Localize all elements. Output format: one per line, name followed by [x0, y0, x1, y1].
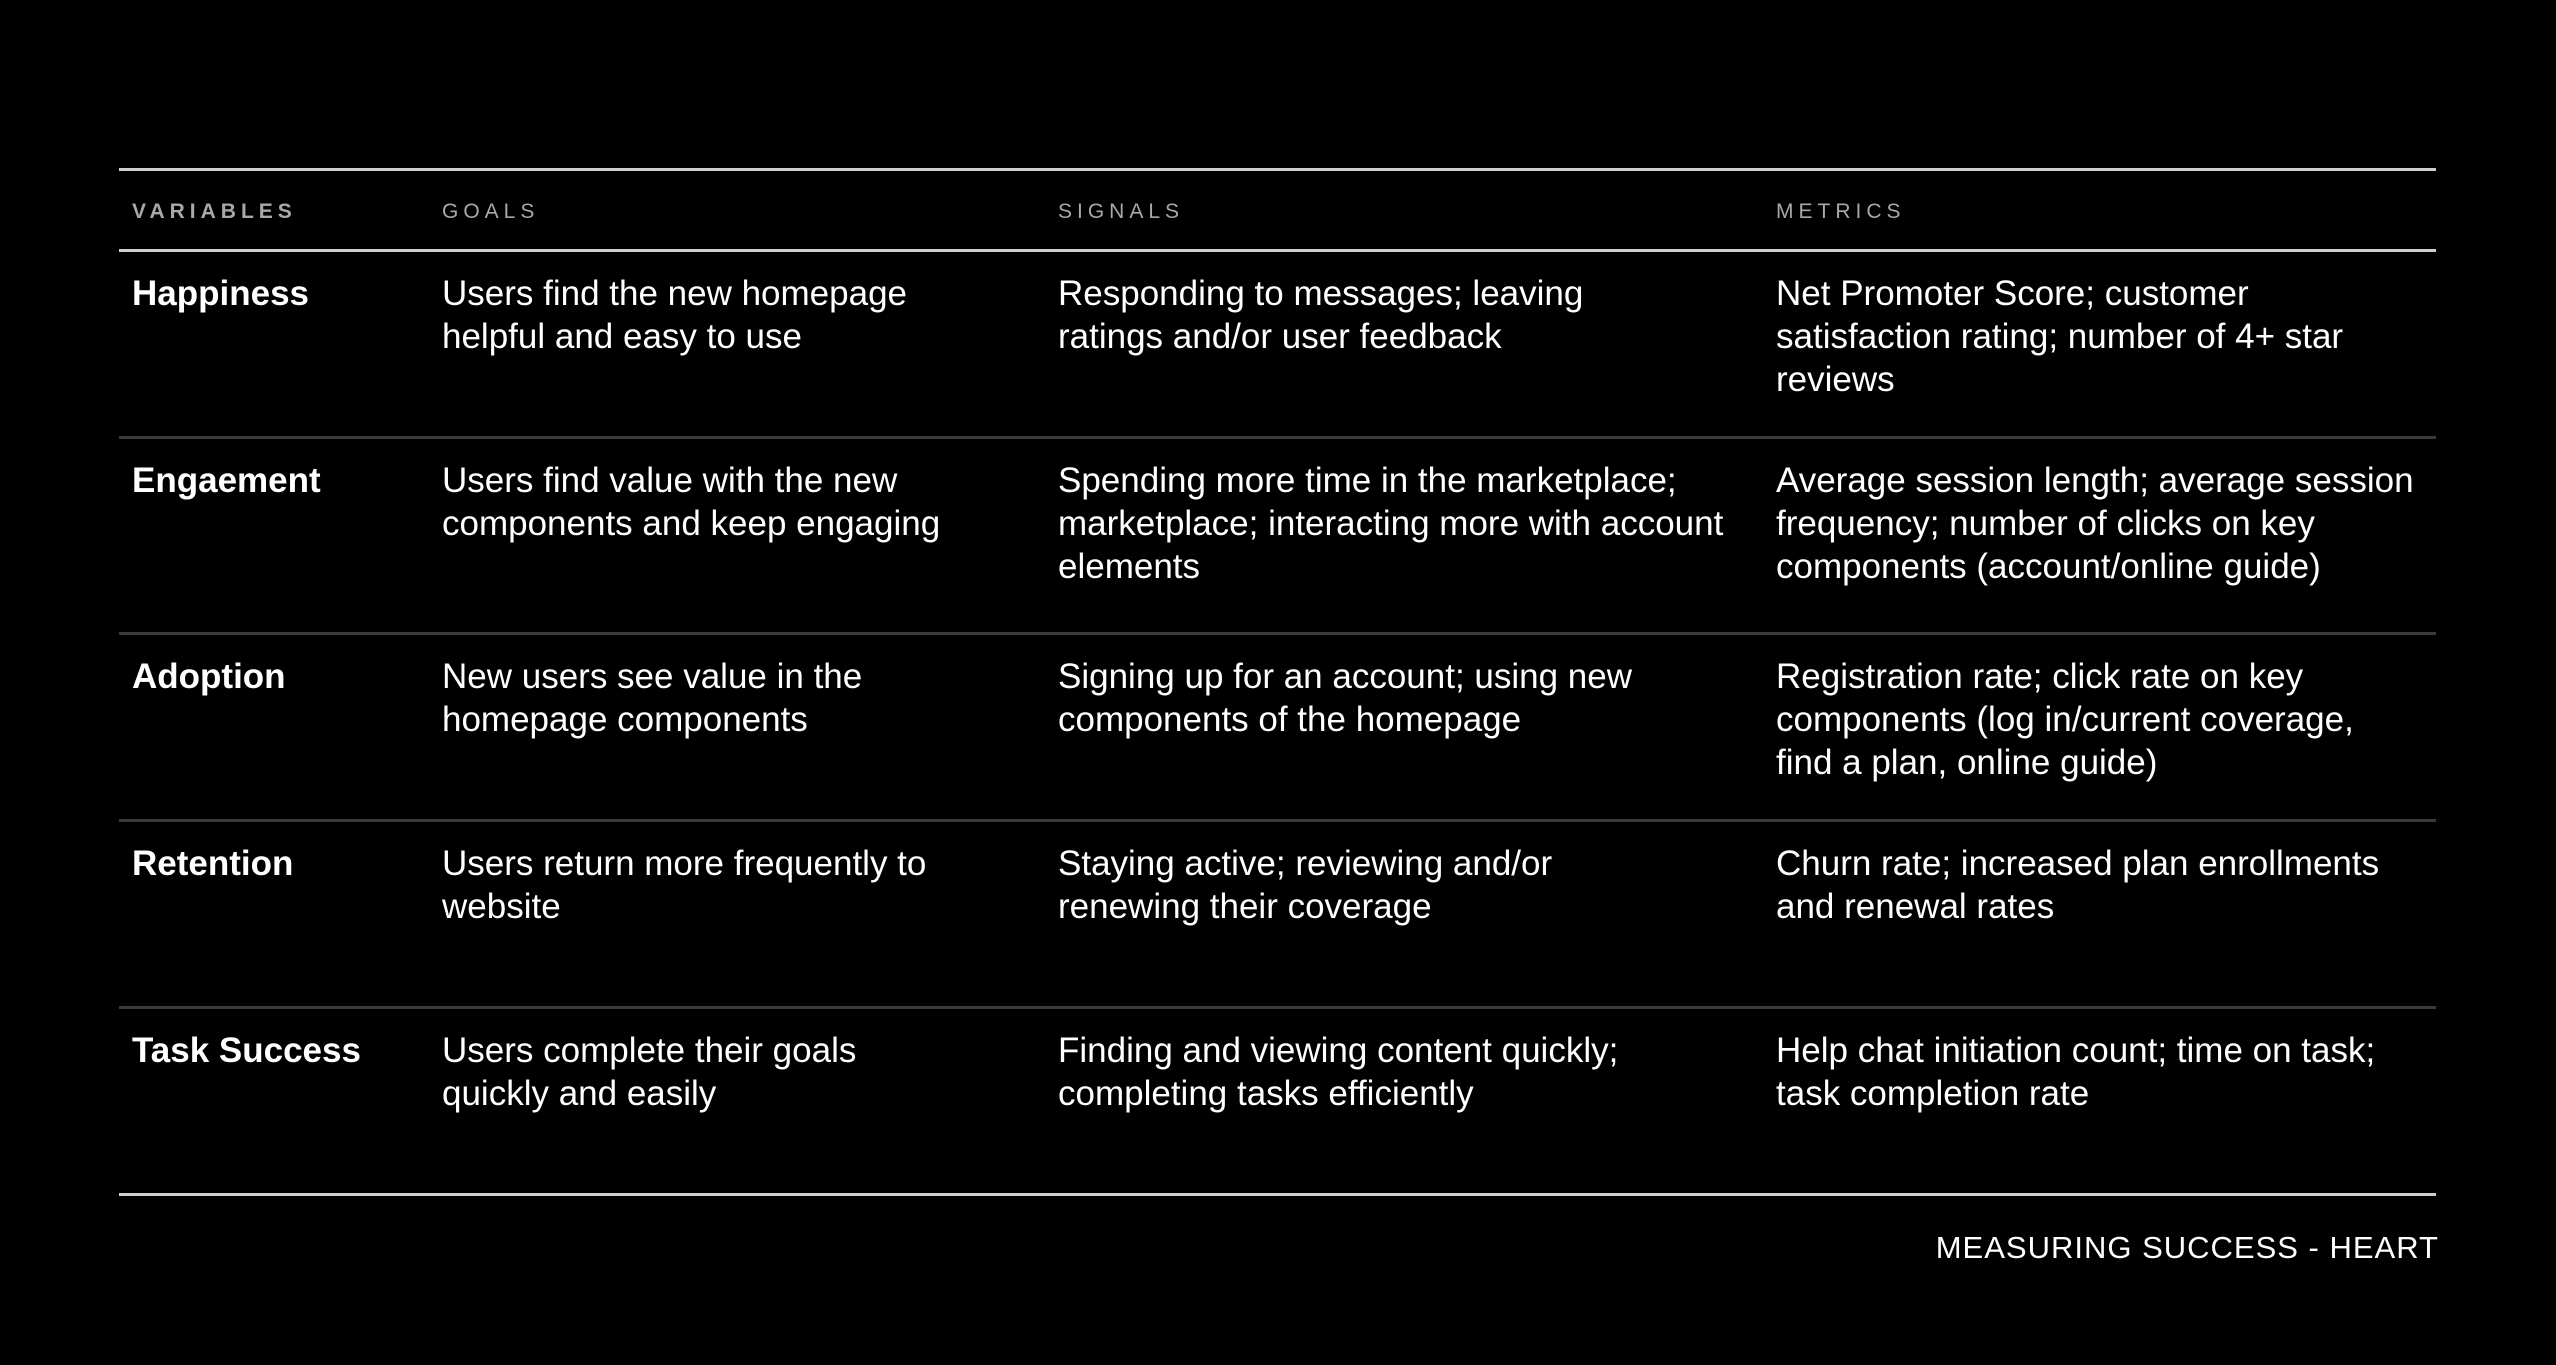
row-variable: Retention [132, 844, 294, 883]
row-metrics: Average session length; average session frequency; number of clicks on key components (account/online guide) [1776, 461, 2414, 586]
header-metrics: METRICS [1776, 200, 1906, 223]
row-metrics: Registration rate; click rate on key components (log in/current coverage, find a plan, online guide) [1776, 657, 2354, 782]
row-signals: Staying active; reviewing and/or renewing their coverage [1058, 844, 1553, 926]
row-signals: Finding and viewing content quickly; completing tasks efficiently [1058, 1031, 1619, 1113]
row-signals: Spending more time in the marketplace; marketplace; interacting more with account elements [1058, 461, 1724, 586]
header-signals: SIGNALS [1058, 200, 1185, 223]
table-header-row [119, 171, 2436, 249]
row-goals: Users complete their goals quickly and easily [442, 1031, 857, 1113]
header-variables: VARIABLES [132, 200, 297, 223]
row-metrics: Churn rate; increased plan enrollments and renewal rates [1776, 844, 2380, 926]
row-goals: Users find the new homepage helpful and easy to use [442, 274, 907, 356]
row-goals: Users find value with the new components and keep engaging [442, 461, 941, 543]
row-variable: Task Success [132, 1031, 361, 1070]
table-row [119, 635, 2436, 819]
table-bottom-rule [119, 1193, 2436, 1196]
row-metrics: Net Promoter Score; customer satisfaction rating; number of 4+ star reviews [1776, 274, 2344, 399]
row-signals: Responding to messages; leaving ratings and/or user feedback [1058, 274, 1584, 356]
table-row [119, 822, 2436, 1006]
table-row [119, 439, 2436, 632]
row-signals: Signing up for an account; using new components of the homepage [1058, 657, 1632, 739]
row-variable: Engaement [132, 461, 321, 500]
table-row [119, 252, 2436, 436]
row-goals: New users see value in the homepage components [442, 657, 863, 739]
header-goals: GOALS [442, 200, 540, 223]
heart-framework-table [119, 168, 2436, 1196]
table-row [119, 1009, 2436, 1193]
row-variable: Happiness [132, 274, 309, 313]
row-metrics: Help chat initiation count; time on task; task completion rate [1776, 1031, 2376, 1113]
row-variable: Adoption [132, 657, 286, 696]
slide-footer-label: MEASURING SUCCESS - HEART [1935, 1230, 2439, 1265]
row-goals: Users return more frequently to website [442, 844, 927, 926]
